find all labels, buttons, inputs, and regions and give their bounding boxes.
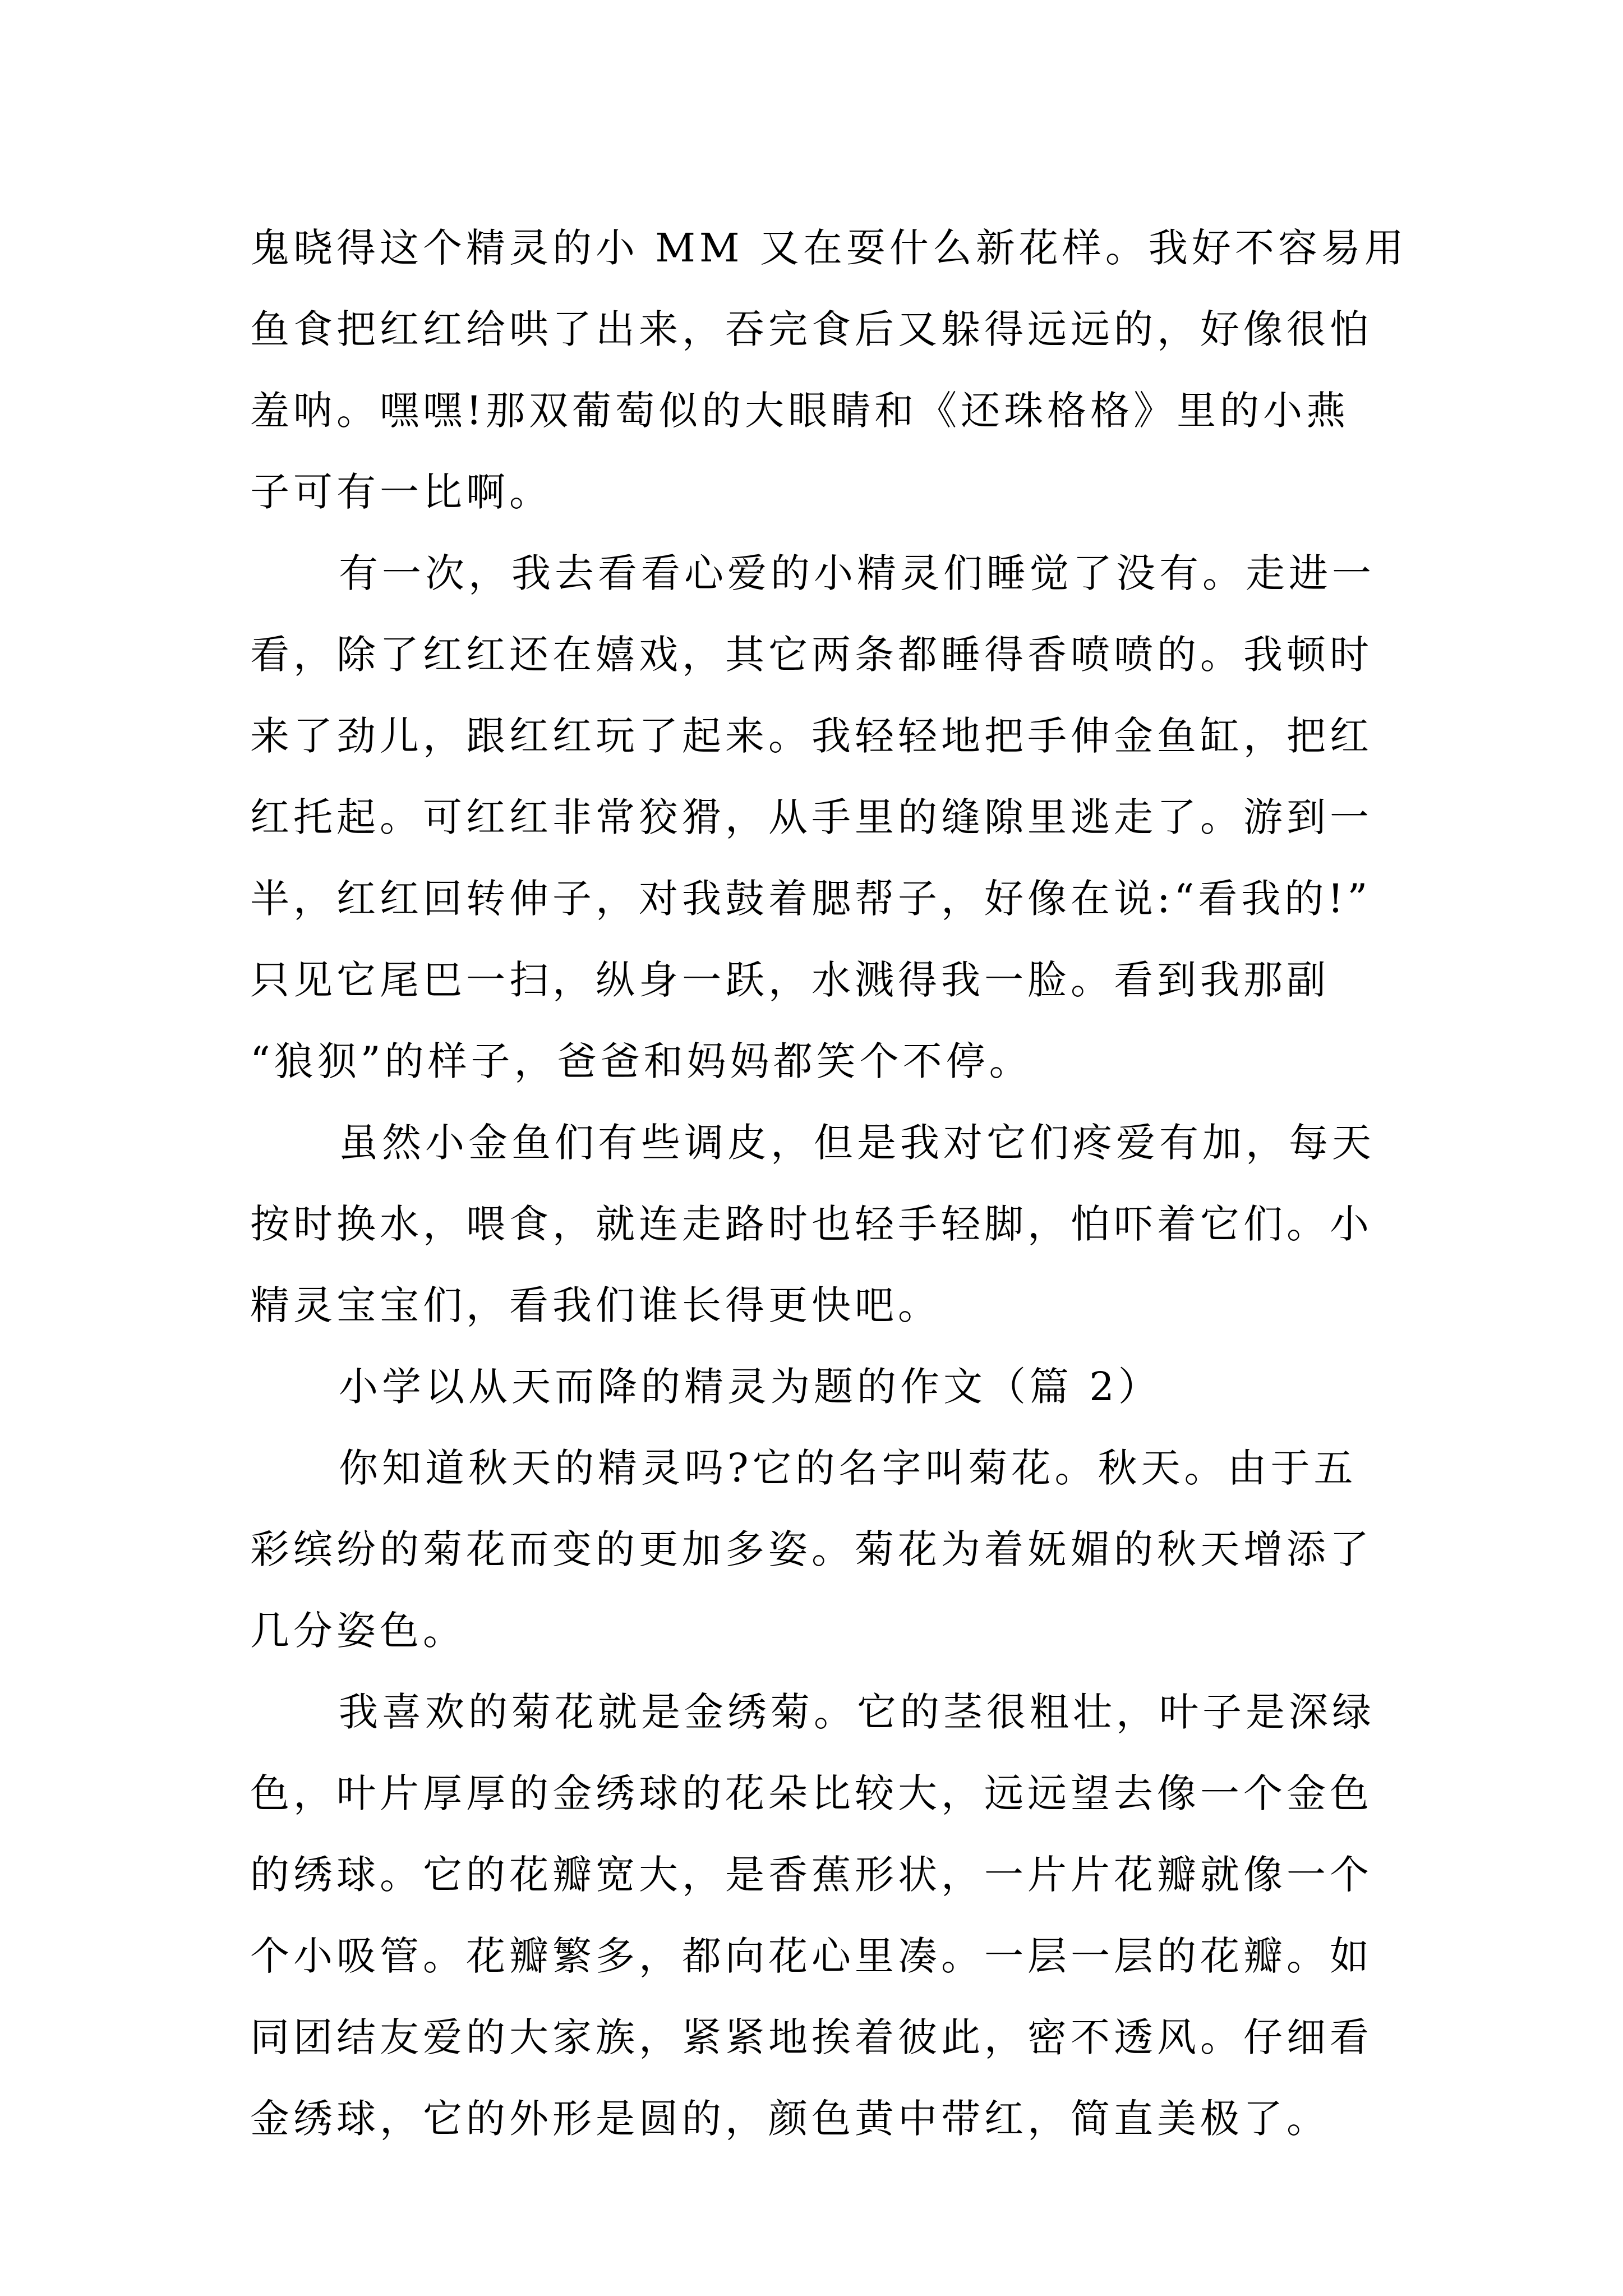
text-line: 只见它尾巴一扫，纵身一跃，水溅得我一脸。看到我那副 xyxy=(250,957,1330,1003)
text-line: 几分姿色。 xyxy=(250,1608,466,1654)
text-line: 的绣球。它的花瓣宽大，是香蕉形状，一片片花瓣就像一个 xyxy=(250,1852,1373,1898)
text-line: 羞呐。嘿嘿!那双葡萄似的大眼睛和《还珠格格》里的小燕 xyxy=(250,388,1350,434)
text-line: 个小吸管。花瓣繁多，都向花心里凑。一层一层的花瓣。如 xyxy=(250,1933,1373,1979)
text-line: 按时换水，喂食，就连走路时也轻手轻脚，怕吓着它们。小 xyxy=(250,1201,1373,1247)
text-line: 鬼晓得这个精灵的小 MM 又在耍什么新花样。我好不容易用 xyxy=(250,225,1408,271)
text-line: 鱼食把红红给哄了出来，吞完食后又躲得远远的，好像很怕 xyxy=(250,306,1373,352)
paragraph-first-line: 虽然小金鱼们有些调皮，但是我对它们疼爱有加，每天 xyxy=(339,1120,1375,1166)
text-line: 同团结友爱的大家族，紧紧地挨着彼此，密不透风。仔细看 xyxy=(250,2014,1373,2060)
paragraph-first-line: 有一次，我去看看心爱的小精灵们睡觉了没有。走进一 xyxy=(339,550,1375,596)
text-line: 彩缤纷的菊花而变的更加多姿。菊花为着妩媚的秋天增添了 xyxy=(250,1526,1373,1572)
text-line: 子可有一比啊。 xyxy=(250,469,552,515)
text-line: 精灵宝宝们，看我们谁长得更快吧。 xyxy=(250,1282,941,1328)
text-line: 红托起。可红红非常狡猾，从手里的缝隙里逃走了。游到一 xyxy=(250,794,1373,840)
document-body xyxy=(250,208,1408,2160)
text-line: 来了劲儿，跟红红玩了起来。我轻轻地把手伸金鱼缸，把红 xyxy=(250,713,1373,759)
paragraph-first-line: 你知道秋天的精灵吗?它的名字叫菊花。秋天。由于五 xyxy=(339,1445,1357,1491)
text-line: “狼狈”的样子，爸爸和妈妈都笑个不停。 xyxy=(250,1038,1032,1084)
text-line: 看，除了红红还在嬉戏，其它两条都睡得香喷喷的。我顿时 xyxy=(250,632,1373,678)
text-line: 半，红红回转伸子，对我鼓着腮帮子，好像在说:“看我的!” xyxy=(250,876,1372,922)
text-line: 金绣球，它的外形是圆的，颜色黄中带红，简直美极了。 xyxy=(250,2096,1330,2142)
paragraph-first-line: 我喜欢的菊花就是金绣菊。它的茎很粗壮，叶子是深绿 xyxy=(339,1689,1375,1735)
section-heading: 小学以从天而降的精灵为题的作文（篇 2） xyxy=(339,1364,1161,1410)
text-line: 色，叶片厚厚的金绣球的花朵比较大，远远望去像一个金色 xyxy=(250,1770,1373,1816)
